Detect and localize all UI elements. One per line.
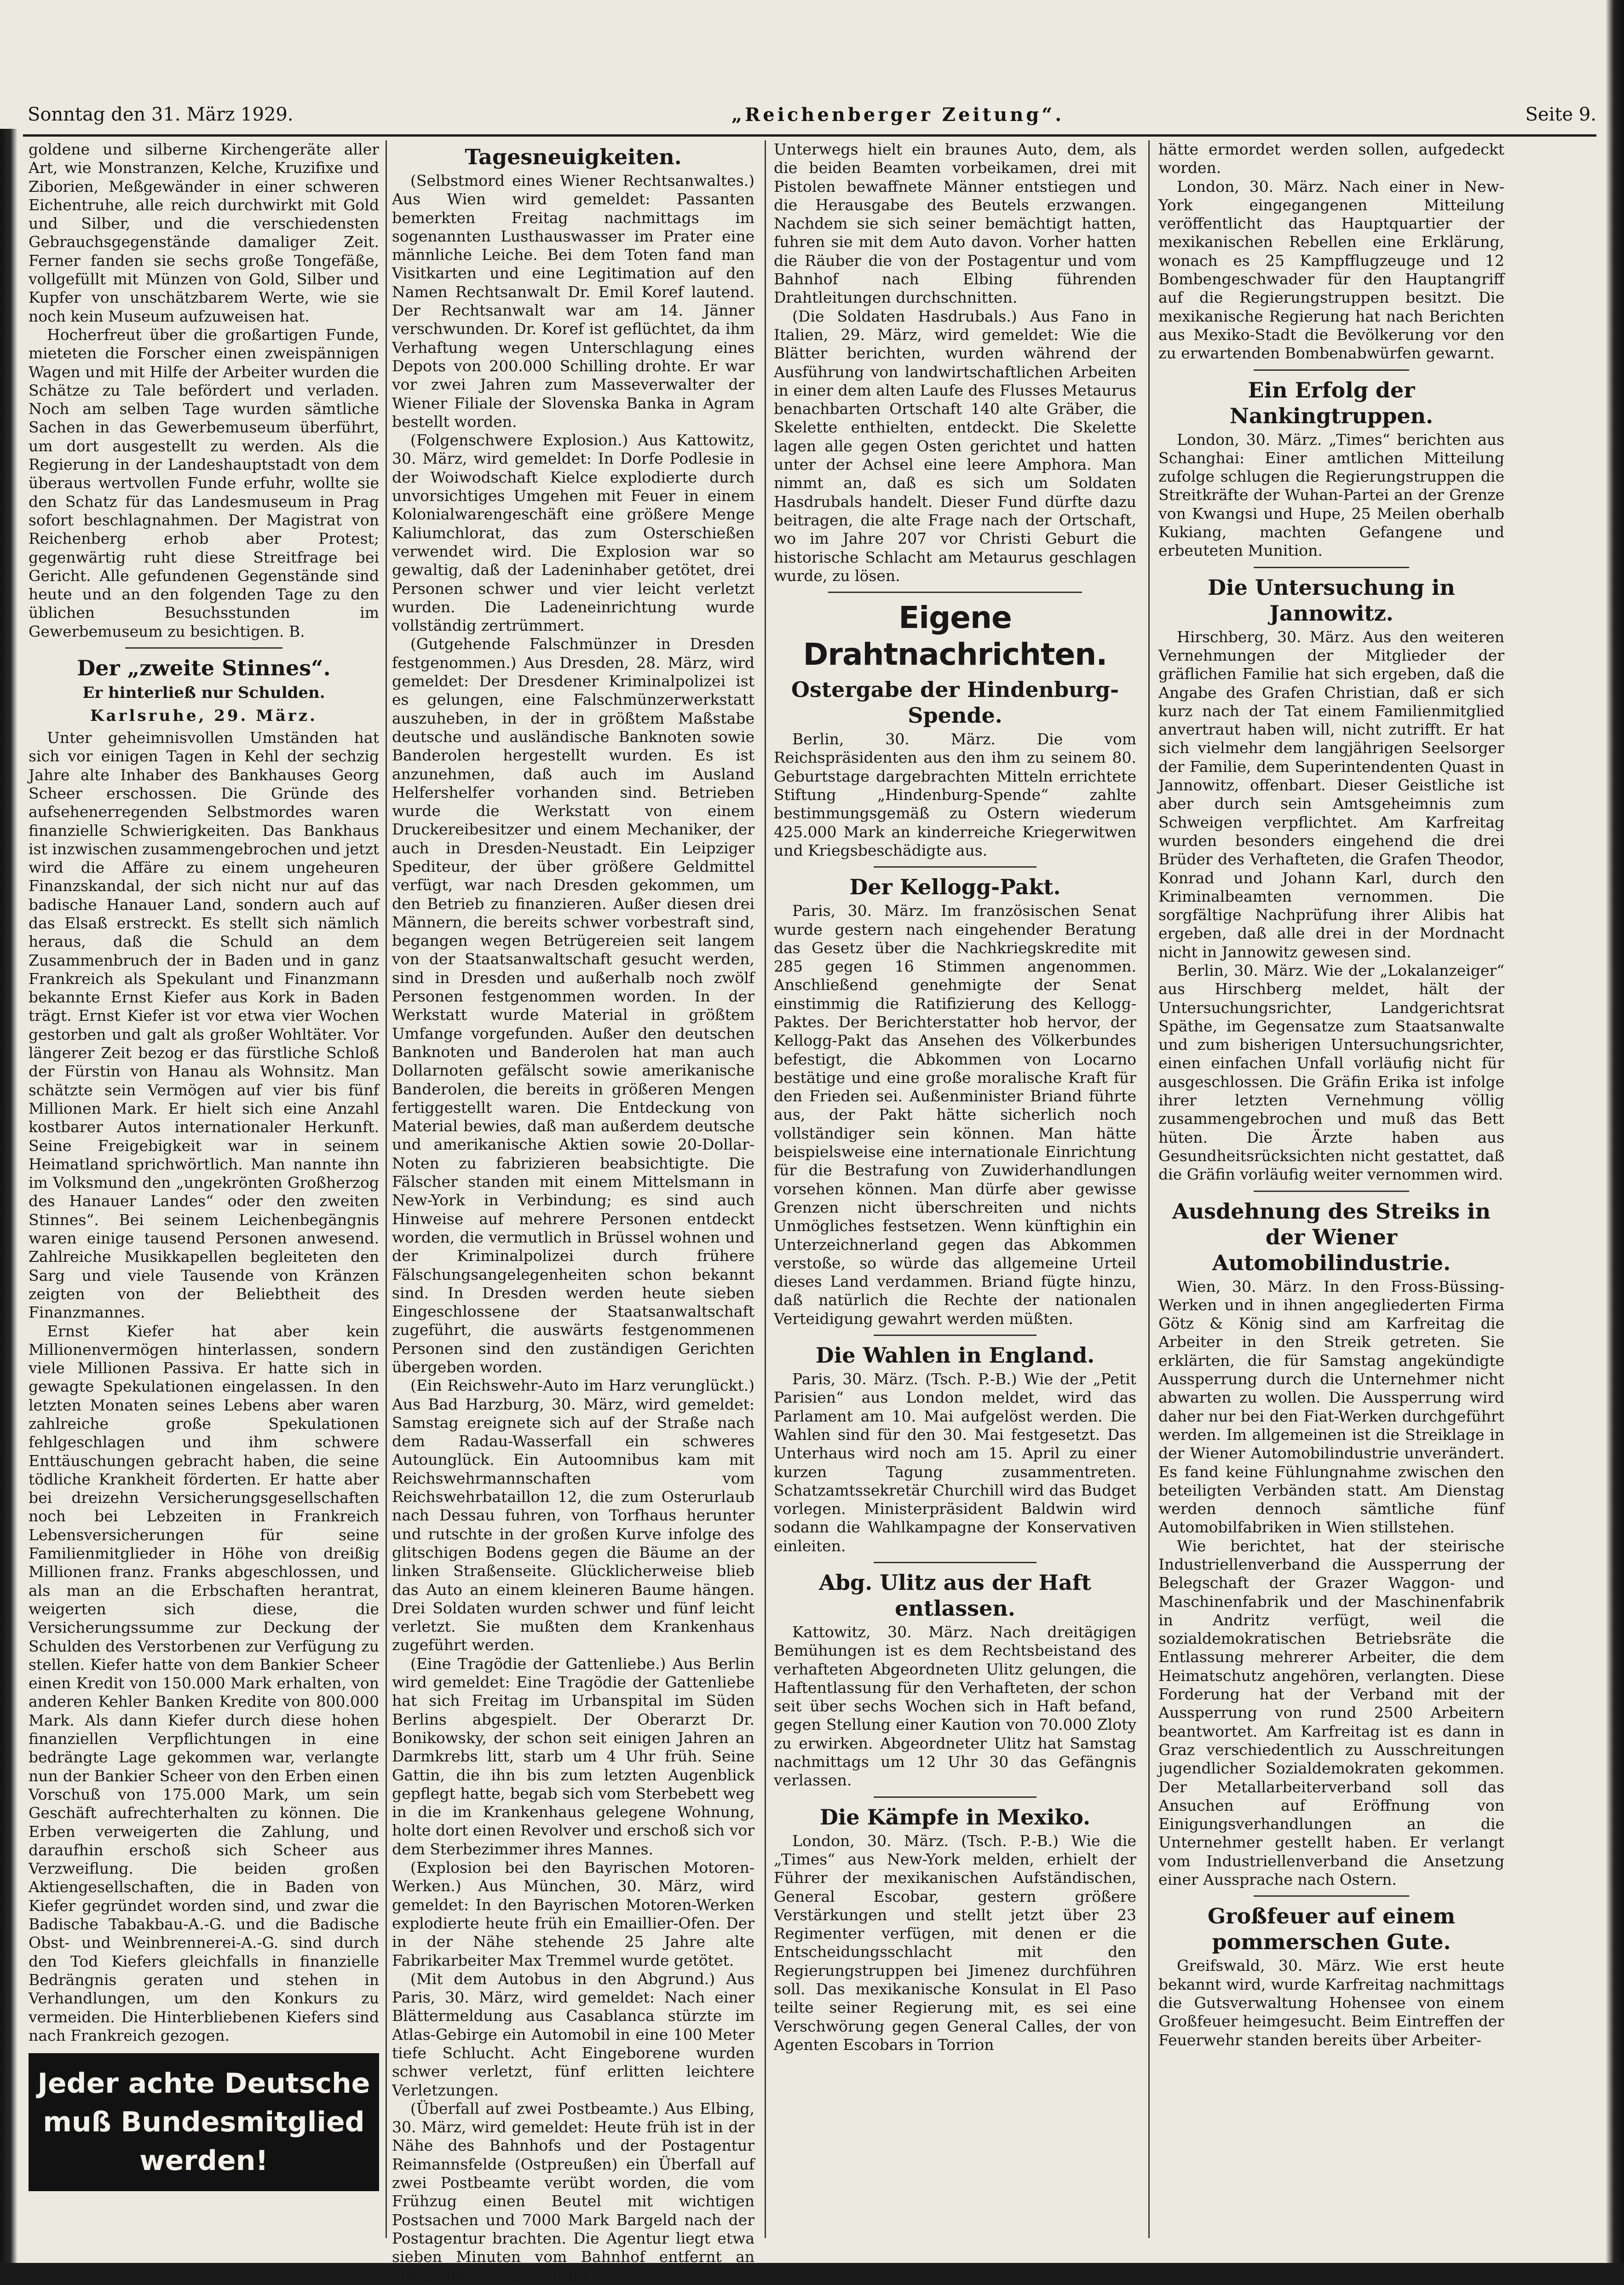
newspaper-name: „Reichenberger Zeitung“.: [731, 104, 1065, 126]
headline-stinnes: Der „zweite Stinnes“.: [77, 656, 331, 681]
news-item: (Die Soldaten Hasdrubals.) Aus Fano in Italien, 29. März, wird gemeldet: Wie die Blätter berichten, wurden während der Ausführung von landwirtschaftlichen Arbeiten in einer dem alten Laufe des Flusses Metaurus benachbarten Ortschaft 140 alte Gräber, die Skelette enthielten, entdeckt. Die Skelette lagen alle gegen Osten gerichtet und hatten unter der Achsel eine leere Amphora. Man nimmt an, daß es sich um Soldaten Hasdrubals handelt. Dieser Fund dürfte dazu beitragen, die alte Frage nach der Ortschaft, wo im Jahre 207 vor Christi Geburt die historische Schlacht am Metaurus geschlagen wurde, zu lösen.: [774, 307, 1136, 585]
column-3: [774, 140, 1136, 2238]
article-paragraph: Hirschberg, 30. März. Aus den weiteren Vernehmungen der Mitglieder der gräflichen Familie hat sich ergeben, daß die Angabe des Grafen Christian, daß er sich kurz nach der Tat einem Familienmitglied anvertraut haben will, nicht zutrifft. Er hat sich vielmehr dem langjährigen Seelsorger der Familie, dem Superintendenten Quast in Jannowitz, offenbart. Dieser Geistliche ist aber durch sein Amtsgeheimnis zum Schweigen verpflichtet. Am Karfreitag wurden besonders eingehend die drei Brüder des Verhafteten, die Grafen Theodor, Konrad und Johann Karl, durch den Kriminalbeamten vernommen. Die sorgfältige Nachprüfung ihrer Alibis hat ergeben, daß alle drei in der Mordnacht nicht in Jannowitz gewesen sind.: [1158, 627, 1504, 961]
separator: [1254, 1191, 1409, 1192]
headline-hindenburg: Ostergabe der Hindenburg-Spende.: [791, 677, 1119, 728]
news-item: (Überfall auf zwei Postbeamte.) Aus Elbing, 30. März, wird gemeldet: Heute früh ist in der Nähe des Bahnhofs und der Postagentur Reimannsfelde (Ostpreußen) ein Überfall auf zwei Postbeamte verübt worden, die vom Frühzug einen Beutel mit wichtigen Postsachen und 7000 Mark Bargeld nach der Postagentur brachten. Die Agentur liegt etwa sieben Minuten vom Bahnhof entfernt an etwas abgelegener Stelle.: [392, 2099, 754, 2285]
separator: [125, 647, 283, 649]
column-1: [29, 140, 379, 2238]
article-paragraph: Wien, 30. März. In den Fross-Büssing-Werken und in ihnen angegliederten Firma Götz & König sind am Karfreitag die Arbeiter in den Streik getreten. Sie erklärten, die für Samstag angekündigte Aussperrung durch die Unternehmer nicht abwarten zu wollen. Die Aussperrung wird daher nur bei den Fiat-Werken durchgeführt werden. Im allgemeinen ist die Streiklage in der Wiener Automobilindustrie unverändert. Es fand keine Fühlungnahme zwischen den beteiligten Verbänden statt. Am Dienstag werden dennoch sämtliche fünf Automobilfabriken in Wien stillstehen.: [1158, 1277, 1504, 1537]
headline-ulitz: Abg. Ulitz aus der Haft entlassen.: [819, 1570, 1091, 1621]
section-title-drahtnachrichten: Eigene Drahtnachrichten.: [803, 600, 1107, 673]
section-title-tagesneuigkeiten: Tagesneuigkeiten.: [465, 144, 682, 169]
article-paragraph: Ernst Kiefer hat aber kein Millionenvermögen hinterlassen, sondern viele Millionen Passiva. Er hatte sich in gewagte Spekulationen eingelassen. In den letzten Monaten seines Lebens aber waren zahlreiche große Spekulationen fehlgeschlagen und ihm schwere Enttäuschungen gebracht haben, die seine tödliche Krankheit förderten. Er hatte aber bei dreizehn Versicherungsgesellschaften noch bei Lebzeiten in Frankreich Lebensversicherungen für seine Familienmitglieder in Höhe von dreißig Millionen franz. Franks abgeschlossen, und als man an die Erbschaften herantrat, weigerten sich diese, die Versicherungssumme zur Deckung der Schulden des Verstorbenen zur Verfügung zu stellen. Kiefer hatte von dem Bankier Scheer einen Kredit von 150.000 Mark erhalten, von anderen Kehler Banken Kredite von 800.000 Mark. Als dann Kiefer durch diese hohen finanziellen Verpflichtungen in eine bedrängte Lage gekommen war, verlangte nun der Bankier Scheer von den Erben einen Vorschuß von 175.000 Mark, um sein Geschäft aufrechterhalten zu können. Die Erben verweigerten die Zahlung, und daraufhin erschoß sich Scheer aus Verzweiflung. Die beiden großen Aktiengesellschaften, die in Baden von Kiefer gegründet worden sind, und zwar die Badische Tabakbau-A.-G. und die Badische Obst- und Weinbrennerei-A.-G. sind durch den Tod Kiefers gleichfalls in finanzielle Bedrängnis geraten und stehen in Verhandlungen, um den Konkurs zu vermeiden. Die Hinterbliebenen Kiefers sind nach Frankreich gezogen.: [29, 1322, 379, 2044]
headline-wahlen: Die Wahlen in England.: [815, 1343, 1095, 1368]
separator: [828, 592, 1082, 593]
headline-streik: Ausdehnung des Streiks in der Wiener Automobilindustrie.: [1172, 1198, 1491, 1275]
scan-edge-left: [0, 129, 17, 2263]
article-paragraph: Kattowitz, 30. März. Nach dreitägigen Bemühungen ist es dem Rechtsbeistand des verhafteten Abgeordneten Ulitz gelungen, die Haftentlassung für den Verhafteten, der schon seit über sechs Wochen sich in Haft befand, gegen Stellung einer Kaution von 70.000 Zloty zu erwirken. Abgeordneter Ulitz hat Samstag nachmittags um 12 Uhr 30 das Gefängnis verlassen.: [774, 1623, 1136, 1790]
subheadline-stinnes: Er hinterließ nur Schulden.: [82, 684, 325, 702]
header-rule: [23, 134, 1596, 137]
column-divider: [765, 140, 766, 2238]
separator: [874, 1796, 1037, 1798]
article-paragraph: London, 30. März. „Times“ berichten aus Schanghai: Einer amtlichen Mitteilung zufolge schlugen die Regierungstruppen die Streitkräfte der Wuhan-Partei an der Grenze von Kwangsi und Hupe, 25 Meilen oberhalb Kukiang, machten Gefangene und erbeuteten Munition.: [1158, 430, 1504, 560]
news-item: (Explosion bei den Bayrischen Motoren-Werken.) Aus München, 30. März, wird gemeldet: In den Bayrischen Motoren-Werken explodierte heute früh ein Emaillier-Ofen. Der in der Nähe stehende 25 Jahre alte Fabrikarbeiter Max Tremmel wurde getötet.: [392, 1859, 754, 1969]
news-item: (Folgenschwere Explosion.) Aus Kattowitz, 30. März, wird gemeldet: In Dorfe Podlesie in der Woiwodschaft Kielce explodierte durch unvorsichtiges Umgehen mit Feuer in einem Kolonialwarengeschäft eine größere Menge Kaliumchlorat, das zum Osterschießen verwendet wird. Die Explosion war so gewaltig, daß der Ladeninhaber getötet, drei Personen schwer und vier leicht verletzt wurden. Die Ladeneinrichtung wurde vollständig zertrümmert.: [392, 431, 754, 635]
news-item: (Selbstmord eines Wiener Rechtsanwaltes.) Aus Wien wird gemeldet: Passanten bemerkten Freitag nachmittags im sogenannten Lusthauswasser im Prater eine männliche Leiche. Bei dem Toten fand man Visitkarten und eine Legitimation auf den Namen Rechtsanwalt Dr. Emil Koref lautend. Der Rechtsanwalt war am 14. Jänner verschwunden. Dr. Koref ist geflüchtet, da ihm Verhaftung wegen Unterschlagung eines Depots von 200.000 Schilling drohte. Er war vor zwei Jahren zum Masseverwalter der Wiener Filiale der Slovenska Banka in Agram bestellt worden.: [392, 172, 754, 431]
news-item: (Gutgehende Falschmünzer in Dresden festgenommen.) Aus Dresden, 28. März, wird gemeldet: Der Dresdener Kriminalpolizei ist es gelungen, eine Falschmünzerwerkstatt auszuheben, in der in größtem Maßstabe deutsche und ausländische Banknoten sowie Banderolen hergestellt wurden. Es ist anzunehmen, daß auch im Ausland Helfershelfer vorhanden sind. Betrieben wurde die Werkstatt von einem Druckereibesitzer und einem Mechaniker, der auch in Dresden-Neustadt. Ein Leipziger Spediteur, der über größere Geldmittel verfügt, war nach Dresden gekommen, um den Betrieb zu finanzieren. Außer diesen drei Männern, die bereits schwer vorbestraft sind, begangen wegen Betrügereien seit langem von der Staatsanwaltschaft gesucht werden, sind in Dresden und außerhalb noch zwölf Personen festgenommen worden. In der Werkstatt wurde Material in größtem Umfange vorgefunden. Außer den deutschen Banknoten und Banderolen hat man auch Dollarnoten gefälscht sowie amerikanische Banderolen, die bereits in größeren Mengen fertiggestellt waren. Die Entdeckung von Material bewies, daß man außerdem deutsche und amerikanische Aktien sowie 20-Dollar-Noten zu fabrizieren beabsichtigte. Die Fälscher standen mit einem Mittelsmann in New-York in Verbindung; es sind auch Hinweise auf mehrere Personen entdeckt worden, die vermutlich in Brüssel wohnen und der Kriminalpolizei durch frühere Fälschungsangelegenheiten schon bekannt sind. In Dresden werden heute sieben Eingeschlossene der Staatsanwaltschaft zugeführt, die auswärts festgenommenen Personen sind den zuständigen Gerichten übergeben worden.: [392, 635, 754, 1376]
separator: [1254, 369, 1409, 371]
separator: [874, 1562, 1037, 1563]
article-paragraph: Wie berichtet, hat der steirische Industriellenverband die Aussperrung der Belegschaft der Grazer Waggon- und Maschinenfabrik und der Maschinenfabrik in Andritz verfügt, weil die sozialdemokratischen Betriebsräte die Entlassung mehrerer Arbeiter, die dem Heimatschutz angehören, verlangten. Diese Forderung hat der Verband mit der Aussperrung von rund 2500 Arbeitern beantwortet. Am Karfreitag ist es dann in Graz verschiedentlich zu Ausschreitungen jugendlicher Sozialdemokraten gekommen. Der Metallarbeiterverband soll das Ansuchen auf Eröffnung von Einigungsverhandlungen an die Unternehmer gestellt haben. Er verlangt vom Industriellenverband die Ansetzung einer Aussprache nach Ostern.: [1158, 1537, 1504, 1889]
article-paragraph: goldene und silberne Kirchengeräte aller Art, wie Monstranzen, Kelche, Kruzifixe und Ziborien, Meßgewänder in einer schweren Eichentruhe, alle reich durchwirkt mit Gold und Silber, und die verschiedensten Gebrauchsgegenstände damaliger Zeit. Ferner fanden sie sechs große Tongefäße, vollgefüllt mit Münzen von Gold, Silber und Kupfer von unschätzbarem Werte, wie sie noch kein Museum aufzuweisen hat.: [29, 140, 379, 325]
article-paragraph: Hocherfreut über die großartigen Funde, mieteten die Forscher einen zweispännigen Wagen und mit Hilfe der Arbeiter wurden die Schätze zu Tale befördert und verladen. Noch am selben Tage wurden sämtliche Sachen in das Gewerbemuseum überführt, um dort ausgestellt zu werden. Als die Regierung in der Landeshauptstadt von dem überaus wertvollen Funde erfuhr, wollte sie den Schatz für das Landesmuseum in Prag sofort beschlagnahmen. Der Magistrat von Reichenberg erhob aber Protest; gegenwärtig ruht diese Streitfrage bei Gericht. Alle gefundenen Gegenstände sind heute und an den folgenden Tage zu den üblichen Besuchsstunden im Gewerbemuseum zu besichtigen. B.: [29, 325, 379, 640]
column-4: [1158, 140, 1504, 2238]
headline-nanking: Ein Erfolg der Nankingtruppen.: [1229, 377, 1434, 428]
separator: [1254, 567, 1409, 568]
headline-grossfeuer: Großfeuer auf einem pommerschen Gute.: [1207, 1904, 1456, 1955]
scan-edge-right: [1606, 0, 1624, 2263]
column-divider: [386, 140, 387, 2238]
headline-jannowitz: Die Untersuchung in Jannowitz.: [1208, 575, 1455, 626]
news-item: (Mit dem Autobus in den Abgrund.) Aus Paris, 30. März, wird gemeldet: Nach einer Blättermeldung aus Casablanca stürzte im Atlas-Gebirge ein Automobil in eine 100 Meter tiefe Schlucht. Acht Eingeborene wurden schwer verletzt, fünf erlitten leichtere Verletzungen.: [392, 1969, 754, 2099]
advertisement-box: Jeder achte Deutsche muß Bundesmitglied werden!: [29, 2053, 379, 2191]
article-paragraph: Paris, 30. März. (Tsch. P.-B.) Wie der „Petit Parisien“ aus London meldet, wird das Parlament am 10. Mai aufgelöst werden. Die Wahlen sind für den 30. Mai festgesetzt. Das Unterhaus wird noch am 15. April zu einer kurzen Tagung zusammentreten. Schatzamtssekretär Churchill wird das Budget vorlegen. Ministerpräsident Baldwin wird sodann die Wahlkampagne der Konservativen einleiten.: [774, 1370, 1136, 1555]
article-paragraph: Greifswald, 30. März. Wie erst heute bekannt wird, wurde Karfreitag nachmittags die Gutsverwaltung Hohensee von einem Großfeuer heimgesucht. Beim Eintreffen der Feuerwehr standen bereits über Arbeiter-: [1158, 1957, 1504, 2049]
article-paragraph: Unter geheimnisvollen Umständen hat sich vor einigen Tagen in Kehl der sechzig Jahre alte Inhaber des Bankhauses Georg Scheer erschossen. Die Gründe des aufsehenerregenden Selbstmordes waren finanzielle Schwierigkeiten. Das Bankhaus ist inzwischen zusammengebrochen und jetzt wird die Affäre zu einem ungeheuren Finanzskandal, der sich nicht nur auf das badische Hanauer Land, sondern auch auf das Elsaß erstreckt. Es stellt sich nämlich heraus, daß die Schuld an dem Zusammenbruch der in Baden und in ganz Frankreich als Spekulant und Finanzmann bekannte Ernst Kiefer aus Kork in Baden trägt. Ernst Kiefer ist vor etwa vier Wochen gestorben und galt als großer Wohltäter. Vor längerer Zeit bezog er das fürstliche Schloß der Fürstin von Hanau als Wohnsitz. Man schätzte sein Vermögen auf vier bis fünf Millionen Mark. Er hielt sich eine Anzahl kostbarer Autos internationaler Herkunft. Seine Freigebigkeit war in seinem Heimatland sprichwörtlich. Man nannte ihn im Volksmund den „ungekrönten Großherzog des Hanauer Landes“ oder den zweiten Stinnes“. Bei seinem Leichenbegängnis waren einige tausend Personen anwesend. Zahlreiche Musikkapellen begleiteten den Sarg und viele Tausende von Kränzen zeigten von der Beliebtheit des Finanzmannes.: [29, 729, 380, 1322]
dateline: Karlsruhe, 29. März.: [90, 707, 317, 725]
column-2: [392, 140, 754, 2285]
news-item: (Eine Tragödie der Gattenliebe.) Aus Berlin wird gemeldet: Eine Tragödie der Gattenliebe hat sich Freitag im Urbanspital im Süden Berlins abgespielt. Der Oberarzt Dr. Bonikowsky, der schon seit einigen Jahren an Darmkrebs litt, starb um 4 Uhr früh. Seine Gattin, die ihn bis zum letzten Augenblick gepflegt hatte, begab sich vom Sterbebett weg in die im Krankenhaus gelegene Wohnung, holte dort einen Revolver und erschoß sich vor dem Sterbezimmer ihres Mannes.: [392, 1654, 754, 1858]
news-item: (Ein Reichswehr-Auto im Harz verunglückt.) Aus Bad Harzburg, 30. März, wird gemeldet: Samstag ereignete sich auf der Straße nach dem Radau-Wasserfall ein schweres Autounglück. Ein Autoomnibus kam mit Reichswehrmannschaften vom Reichswehrbataillon 12, die zum Osterurlaub nach Dessau fuhren, von Torfhaus herunter und rutschte in der großen Kurve infolge des glitschigen Bodens gegen die Bäume an der linken Straßenseite. Glücklicherweise blieb das Auto an einem kleineren Baume hängen. Drei Soldaten wurden schwer und fünf leicht verletzt. Sie mußten dem Krankenhaus zugeführt werden.: [392, 1376, 754, 1654]
issue-date: Sonntag den 31. März 1929.: [28, 104, 294, 125]
article-paragraph: London, 30. März. Nach einer in New-York eingegangenen Mitteilung veröffentlicht das Hauptquartier der mexikanischen Rebellen eine Erklärung, wonach es 25 Kampfflugzeuge und 12 Bombengeschwader für den Hauptangriff auf die Regierungstruppen besitzt. Die mexikanische Regierung hat nach Berichten aus Mexiko-Stadt die Bevölkerung vor den zu erwartenden Bombenabwürfen gewarnt.: [1158, 177, 1504, 363]
column-divider: [1148, 140, 1150, 2238]
article-paragraph: London, 30. März. (Tsch. P.-B.) Wie die „Times“ aus New-York melden, erhielt der Führer der mexikanischen Aufständischen, General Escobar, gestern größere Verstärkungen und stellt jetzt über 23 Regimenter verfügen, mit denen er die Entscheidungsschlacht mit den Regierungstruppen bei Jimenez durchführen soll. Das mexikanische Konsulat in El Paso teilte seiner Regierung mit, es sei eine Verschwörung gegen General Calles, der von Agenten Escobars in Torrion: [774, 1831, 1136, 2054]
separator: [874, 1335, 1037, 1336]
headline-mexiko: Die Kämpfe in Mexiko.: [819, 1804, 1091, 1830]
article-paragraph: Paris, 30. März. Im französischen Senat wurde gestern nach eingehender Beratung das Gesetz über die Nachkriegskredite mit 285 gegen 16 Stimmen angenommen. Anschließend genehmigte der Senat einstimmig die Ratifizierung des Kellogg-Paktes. Der Berichterstatter hob hervor, der Kellogg-Pakt das Ansehen des Völkerbundes befestigt, die Abkommen von Locarno bestätige und eine große moralische Kraft für den Frieden sei. Außenminister Briand führte aus, der Pakt hätte sicherlich noch vollständiger sein können. Man hätte beispielsweise eine internationale Einrichtung für die Bestrafung von Zuwiderhandlungen vorsehen können. Man dürfe aber gewisse Grenzen nicht überschreiten und nichts Unmögliches festsetzen. Wenn künftighin ein Unterzeichnerland gegen das Abkommen verstoße, so würde das allgemeine Urteil dieses Land verdammen. Briand fügte hinzu, daß natürlich die Rechte der nationalen Verteidigung gewahrt werden müßten.: [774, 902, 1136, 1328]
article-paragraph: hätte ermordet werden sollen, aufgedeckt worden.: [1158, 140, 1504, 177]
article-paragraph: Berlin, 30. März. Wie der „Lokalanzeiger“ aus Hirschberg meldet, hält der Untersuchungsrichter, Landgerichtsrat Späthe, im Gegensatze zum Staatsanwalte und zum bisherigen Untersuchungsrichter, einen einfachen Unfall vorläufig nicht für ausgeschlossen. Die Gräfin Erika ist infolge ihrer letzten Vernehmung völlig zusammengebrochen und muß das Bett hüten. Die Ärzte haben aus Gesundheitsrücksichten nicht gestattet, daß die Gräfin vorläufig weiter vernommen wird.: [1158, 961, 1504, 1184]
news-item: Unterwegs hielt ein braunes Auto, dem, als die beiden Beamten vorbeikamen, drei mit Pistolen bewaffnete Männer entstiegen und die Herausgabe des Beutels erzwangen. Nachdem sie sich seiner bemächtigt hatten, fuhren sie mit dem Auto davon. Vorher hatten die Räuber die von der Postagentur und vom Bahnhof nach Elbing führenden Drahtleitungen durchschnitten.: [774, 140, 1136, 307]
headline-kellogg: Der Kellogg-Pakt.: [849, 875, 1061, 900]
page-number: Seite 9.: [1525, 104, 1596, 125]
article-paragraph: Berlin, 30. März. Die vom Reichspräsidenten aus den ihm zu seinem 80. Geburtstage dargebrachten Mitteln errichtete Stiftung „Hindenburg-Spende“ zahlte bestimmungsgemäß zu Ostern wiederum 425.000 Mark an kinderreiche Kriegerwitwen und Kriegsbeschädigte aus.: [774, 730, 1136, 859]
separator: [1254, 1895, 1409, 1897]
separator: [874, 866, 1037, 868]
page-header: [28, 104, 1596, 132]
